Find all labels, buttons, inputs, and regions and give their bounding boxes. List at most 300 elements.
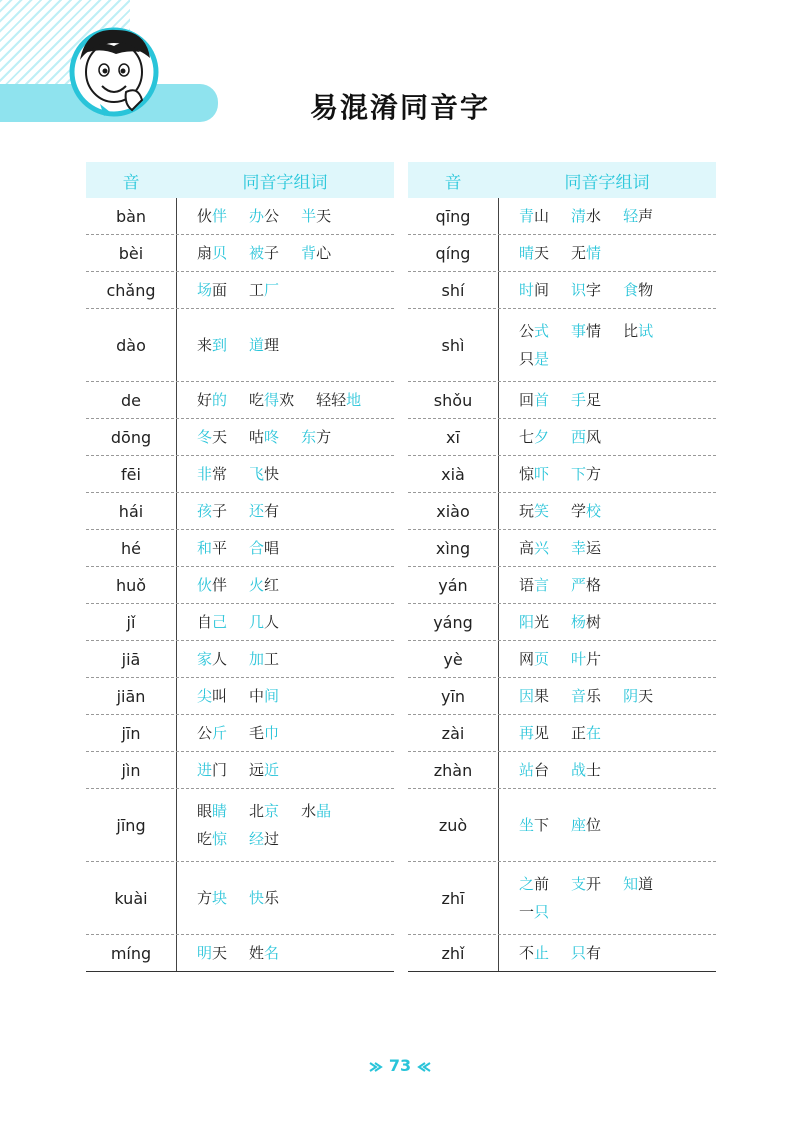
homophone-char: 吓 — [534, 465, 550, 483]
pinyin-cell: huǒ — [86, 567, 177, 603]
pinyin-cell: zhǐ — [408, 935, 499, 971]
words-cell — [499, 235, 716, 271]
compound-word — [197, 825, 227, 853]
homophone-table-left — [86, 162, 394, 972]
plain-char: 公 — [264, 207, 280, 225]
homophone-char: 座 — [571, 816, 587, 834]
plain-char: 声 — [638, 207, 654, 225]
words-cell — [499, 641, 716, 677]
homophone-char: 合 — [249, 539, 265, 557]
words-cell — [177, 198, 394, 234]
compound-word — [571, 317, 601, 345]
table-row — [408, 752, 716, 789]
compound-word — [571, 682, 601, 710]
words-cell — [499, 715, 716, 751]
words-cell — [177, 456, 394, 492]
homophone-char: 只 — [534, 903, 550, 921]
pinyin-cell: shǒu — [408, 382, 499, 418]
pinyin-cell: zài — [408, 715, 499, 751]
homophone-char: 识 — [571, 281, 587, 299]
homophone-char: 经 — [249, 830, 265, 848]
homophone-char: 晴 — [519, 244, 535, 262]
plain-char: 水 — [301, 802, 317, 820]
compound-word — [519, 756, 549, 784]
homophone-char: 之 — [519, 875, 535, 893]
pinyin-cell: shì — [408, 309, 499, 381]
compound-word — [519, 645, 549, 673]
plain-char: 自 — [197, 613, 213, 631]
compound-word — [571, 719, 601, 747]
plain-char: 平 — [212, 539, 228, 557]
compound-word — [519, 460, 549, 488]
plain-char: 乐 — [586, 687, 602, 705]
word-line — [197, 645, 394, 673]
plain-char: 光 — [534, 613, 550, 631]
pinyin-cell: míng — [86, 935, 177, 971]
words-cell — [177, 272, 394, 308]
compound-word — [519, 571, 549, 599]
homophone-table-right — [408, 162, 716, 972]
table-row — [408, 235, 716, 272]
plain-char: 来 — [197, 336, 213, 354]
compound-word — [519, 423, 549, 451]
homophone-char: 还 — [249, 502, 265, 520]
pinyin-cell: dào — [86, 309, 177, 381]
compound-word — [623, 276, 653, 304]
table-row — [408, 604, 716, 641]
homophone-char: 只 — [571, 944, 587, 962]
plain-char: 树 — [586, 613, 602, 631]
homophone-char: 知 — [623, 875, 639, 893]
pinyin-cell: jǐ — [86, 604, 177, 640]
homophone-char: 非 — [197, 465, 213, 483]
pinyin-cell: fēi — [86, 456, 177, 492]
homophone-char: 首 — [534, 391, 550, 409]
compound-word — [571, 870, 601, 898]
compound-word — [519, 345, 549, 373]
word-line — [197, 423, 394, 451]
word-line — [197, 571, 394, 599]
table-row — [86, 715, 394, 752]
plain-char: 人 — [212, 650, 228, 668]
homophone-char: 京 — [264, 802, 280, 820]
compound-word — [249, 756, 279, 784]
homophone-char: 睛 — [212, 802, 228, 820]
homophone-char: 近 — [264, 761, 280, 779]
header-words: 同音字组词 — [564, 172, 650, 193]
compound-word — [301, 202, 331, 230]
compound-word — [519, 239, 549, 267]
compound-word — [571, 756, 601, 784]
compound-word — [249, 423, 279, 451]
plain-char: 开 — [586, 875, 602, 893]
compound-word — [249, 202, 279, 230]
plain-char: 公 — [197, 724, 213, 742]
word-line — [519, 345, 716, 373]
plain-char: 风 — [586, 428, 602, 446]
plain-char: 中 — [249, 687, 265, 705]
words-cell — [499, 678, 716, 714]
compound-word — [197, 331, 227, 359]
homophone-char: 在 — [586, 724, 602, 742]
pinyin-cell: hái — [86, 493, 177, 529]
plain-char: 过 — [264, 830, 280, 848]
word-line — [519, 497, 716, 525]
homophone-char: 下 — [571, 465, 587, 483]
plain-char: 轻轻 — [316, 391, 347, 409]
homophone-char: 晶 — [316, 802, 332, 820]
table-row — [86, 493, 394, 530]
word-line — [197, 497, 394, 525]
compound-word — [249, 884, 279, 912]
compound-word — [249, 497, 279, 525]
words-cell — [499, 530, 716, 566]
pinyin-cell: yáng — [408, 604, 499, 640]
plain-char: 吃 — [197, 830, 213, 848]
compound-word — [316, 386, 361, 414]
plain-char: 高 — [519, 539, 535, 557]
plain-char: 间 — [534, 281, 550, 299]
homophone-char: 快 — [249, 889, 265, 907]
plain-char: 天 — [638, 687, 654, 705]
pinyin-cell: xià — [408, 456, 499, 492]
compound-word — [519, 534, 549, 562]
plain-char: 工 — [249, 281, 265, 299]
plain-char: 毛 — [249, 724, 265, 742]
plain-char: 一 — [519, 903, 535, 921]
homophone-char: 间 — [264, 687, 280, 705]
homophone-char: 尖 — [197, 687, 213, 705]
homophone-char: 家 — [197, 650, 213, 668]
words-cell — [177, 935, 394, 971]
word-line — [197, 534, 394, 562]
homophone-char: 战 — [571, 761, 587, 779]
word-line — [519, 870, 716, 898]
plain-char: 人 — [264, 613, 280, 631]
words-cell — [499, 935, 716, 971]
compound-word — [519, 317, 549, 345]
compound-word — [519, 811, 549, 839]
word-line — [197, 825, 394, 853]
compound-word — [197, 239, 227, 267]
pinyin-cell: dōng — [86, 419, 177, 455]
compound-word — [197, 719, 227, 747]
homophone-char: 时 — [519, 281, 535, 299]
plain-char: 七 — [519, 428, 535, 446]
pinyin-cell: zuò — [408, 789, 499, 861]
page-footer — [0, 1056, 800, 1075]
table-row — [86, 862, 394, 935]
compound-word — [623, 682, 653, 710]
homophone-char: 东 — [301, 428, 317, 446]
words-cell — [177, 530, 394, 566]
pinyin-cell: zhàn — [408, 752, 499, 788]
words-cell — [177, 789, 394, 861]
words-cell — [499, 382, 716, 418]
word-line — [197, 460, 394, 488]
homophone-char: 块 — [212, 889, 228, 907]
homophone-char: 厂 — [264, 281, 280, 299]
word-line — [519, 608, 716, 636]
compound-word — [519, 870, 549, 898]
compound-word — [519, 898, 549, 926]
words-cell — [177, 678, 394, 714]
words-cell — [499, 419, 716, 455]
word-line — [197, 276, 394, 304]
word-line — [519, 386, 716, 414]
compound-word — [197, 534, 227, 562]
table-row — [86, 678, 394, 715]
compound-word — [519, 939, 549, 967]
word-line — [519, 423, 716, 451]
word-line — [197, 682, 394, 710]
homophone-char: 场 — [197, 281, 213, 299]
plain-char: 有 — [586, 944, 602, 962]
plain-char: 水 — [586, 207, 602, 225]
homophone-char: 明 — [197, 944, 213, 962]
words-cell — [177, 715, 394, 751]
word-line — [519, 571, 716, 599]
pinyin-cell: qíng — [408, 235, 499, 271]
table-row — [86, 935, 394, 972]
compound-word — [571, 423, 601, 451]
pinyin-cell: jīng — [86, 789, 177, 861]
table-row — [408, 862, 716, 935]
table-row — [408, 641, 716, 678]
plain-char: 前 — [534, 875, 550, 893]
compound-word — [519, 202, 549, 230]
pinyin-cell: xī — [408, 419, 499, 455]
homophone-char: 试 — [638, 322, 654, 340]
plain-char: 不 — [519, 944, 535, 962]
word-line — [197, 884, 394, 912]
homophone-char: 清 — [571, 207, 587, 225]
homophone-char: 轻 — [623, 207, 639, 225]
plain-char: 惊 — [519, 465, 535, 483]
table-row — [86, 272, 394, 309]
plain-char: 快 — [264, 465, 280, 483]
homophone-char: 站 — [519, 761, 535, 779]
homophone-char: 几 — [249, 613, 265, 631]
homophone-char: 惊 — [212, 830, 228, 848]
homophone-char: 背 — [301, 244, 317, 262]
table-row — [408, 567, 716, 604]
plain-char: 工 — [264, 650, 280, 668]
homophone-char: 因 — [519, 687, 535, 705]
plain-char: 无 — [571, 244, 587, 262]
homophone-char: 西 — [571, 428, 587, 446]
word-line — [197, 386, 394, 414]
plain-char: 子 — [264, 244, 280, 262]
words-cell — [499, 789, 716, 861]
plain-char: 学 — [571, 502, 587, 520]
homophone-char: 夕 — [534, 428, 550, 446]
compound-word — [249, 239, 279, 267]
pinyin-cell: hé — [86, 530, 177, 566]
plain-char: 姓 — [249, 944, 265, 962]
table-row — [408, 198, 716, 235]
homophone-char: 贝 — [212, 244, 228, 262]
homophone-char: 办 — [249, 207, 265, 225]
plain-char: 网 — [519, 650, 535, 668]
homophone-char: 坐 — [519, 816, 535, 834]
word-line — [519, 276, 716, 304]
plain-char: 下 — [534, 816, 550, 834]
plain-char: 山 — [534, 207, 550, 225]
homophone-char: 伙 — [197, 576, 213, 594]
words-cell — [177, 604, 394, 640]
compound-word — [249, 386, 294, 414]
plain-char: 远 — [249, 761, 265, 779]
homophone-char: 音 — [571, 687, 587, 705]
word-line — [197, 719, 394, 747]
homophone-char: 伴 — [212, 207, 228, 225]
homophone-char: 加 — [249, 650, 265, 668]
compound-word — [571, 645, 601, 673]
pinyin-cell: chǎng — [86, 272, 177, 308]
homophone-char: 半 — [301, 207, 317, 225]
homophone-char: 的 — [212, 391, 228, 409]
chevron-left-icon — [417, 1062, 431, 1072]
plain-char: 红 — [264, 576, 280, 594]
table-header — [86, 162, 394, 198]
table-row — [408, 789, 716, 862]
words-cell — [499, 272, 716, 308]
homophone-char: 名 — [264, 944, 280, 962]
words-cell — [499, 752, 716, 788]
compound-word — [197, 423, 227, 451]
compound-word — [301, 797, 331, 825]
table-row — [86, 309, 394, 382]
compound-word — [249, 797, 279, 825]
compound-word — [197, 884, 227, 912]
pinyin-cell: kuài — [86, 862, 177, 934]
compound-word — [197, 571, 227, 599]
plain-char: 回 — [519, 391, 535, 409]
word-line — [519, 239, 716, 267]
plain-char: 有 — [264, 502, 280, 520]
pinyin-cell: yán — [408, 567, 499, 603]
words-cell — [499, 567, 716, 603]
compound-word — [249, 719, 279, 747]
plain-char: 运 — [586, 539, 602, 557]
homophone-char: 兴 — [534, 539, 550, 557]
pinyin-cell: shí — [408, 272, 499, 308]
plain-char: 位 — [586, 816, 602, 834]
homophone-char: 地 — [346, 391, 362, 409]
table-header — [408, 162, 716, 198]
pinyin-cell: qīng — [408, 198, 499, 234]
homophone-char: 阳 — [519, 613, 535, 631]
compound-word — [301, 423, 331, 451]
table-row — [86, 604, 394, 641]
table-row — [86, 198, 394, 235]
homophone-char: 杨 — [571, 613, 587, 631]
compound-word — [571, 276, 601, 304]
plain-char: 情 — [586, 322, 602, 340]
plain-char: 欢 — [279, 391, 295, 409]
compound-word — [519, 682, 549, 710]
compound-word — [519, 497, 549, 525]
compound-word — [623, 870, 653, 898]
compound-word — [249, 682, 279, 710]
plain-char: 叫 — [212, 687, 228, 705]
compound-word — [197, 756, 227, 784]
compound-word — [571, 202, 601, 230]
table-row — [86, 382, 394, 419]
plain-char: 果 — [534, 687, 550, 705]
compound-word — [249, 276, 279, 304]
word-line — [519, 811, 716, 839]
word-line — [197, 608, 394, 636]
pinyin-cell: yīn — [408, 678, 499, 714]
compound-word — [197, 497, 227, 525]
page-title: 易混淆同音字 — [309, 91, 490, 124]
plain-char: 只 — [519, 350, 535, 368]
words-cell — [499, 198, 716, 234]
homophone-char: 手 — [571, 391, 587, 409]
homophone-char: 校 — [586, 502, 602, 520]
homophone-char: 巾 — [264, 724, 280, 742]
plain-char: 乐 — [264, 889, 280, 907]
plain-char: 方 — [586, 465, 602, 483]
word-line — [519, 756, 716, 784]
plain-char: 天 — [316, 207, 332, 225]
plain-char: 唱 — [264, 539, 280, 557]
plain-char: 面 — [212, 281, 228, 299]
words-cell — [177, 235, 394, 271]
compound-word — [519, 719, 549, 747]
compound-word — [301, 239, 331, 267]
pinyin-cell: bàn — [86, 198, 177, 234]
table-row — [408, 530, 716, 567]
compound-word — [571, 386, 601, 414]
word-line — [519, 645, 716, 673]
word-line — [519, 460, 716, 488]
homophone-char: 得 — [264, 391, 280, 409]
pinyin-cell: jīn — [86, 715, 177, 751]
compound-word — [197, 645, 227, 673]
homophone-char: 笑 — [534, 502, 550, 520]
homophone-char: 孩 — [197, 502, 213, 520]
plain-char: 门 — [212, 761, 228, 779]
homophone-char: 和 — [197, 539, 213, 557]
table-row — [86, 641, 394, 678]
homophone-char: 冬 — [197, 428, 213, 446]
plain-char: 方 — [197, 889, 213, 907]
compound-word — [249, 534, 279, 562]
words-cell — [177, 419, 394, 455]
words-cell — [499, 604, 716, 640]
word-line — [519, 202, 716, 230]
plain-char: 正 — [571, 724, 587, 742]
compound-word — [197, 608, 227, 636]
pinyin-cell: bèi — [86, 235, 177, 271]
plain-char: 咕 — [249, 428, 265, 446]
plain-char: 扇 — [197, 244, 213, 262]
homophone-char: 己 — [212, 613, 228, 631]
chevron-right-icon — [369, 1062, 383, 1072]
compound-word — [571, 239, 601, 267]
compound-word — [197, 386, 227, 414]
table-row — [408, 456, 716, 493]
word-line — [519, 898, 716, 926]
plain-char: 格 — [586, 576, 602, 594]
plain-char: 天 — [212, 428, 228, 446]
table-row — [86, 456, 394, 493]
pinyin-cell: yè — [408, 641, 499, 677]
homophone-char: 言 — [534, 576, 550, 594]
